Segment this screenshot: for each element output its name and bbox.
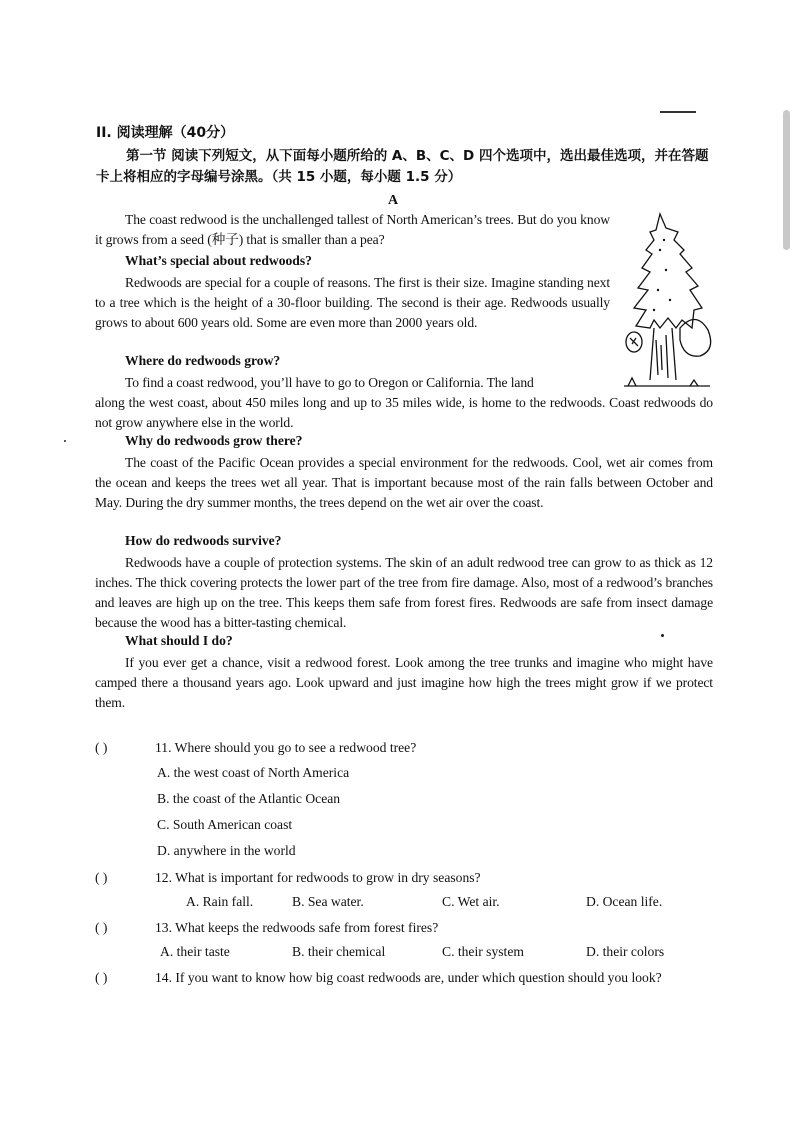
heading-survive: How do redwoods survive? — [125, 533, 282, 548]
intro-paragraph: The coast redwood is the unchallenged tallest of North American’s trees. But do you know it grows from a seed (种子) that is smaller than a pea? — [95, 212, 610, 247]
question-text: 11. Where should you go to see a redwood tree? — [155, 740, 417, 755]
paragraph-why — [95, 453, 713, 513]
answer-blank[interactable]: ( ) — [95, 870, 108, 885]
heading-why: Why do redwoods grow there? — [125, 433, 303, 448]
question-text: 13. What keeps the redwoods safe from forest fires? — [155, 920, 439, 935]
paragraph-where-a — [95, 373, 610, 393]
question-12 — [95, 868, 715, 888]
paragraph-special-text: Redwoods are special for a couple of reasons. The first is their size. Imagine standing next to a tree which is the height of a 30-floor building. The second is their age. Redwoods usually grows to about 600 years old. Some are even more than 2000 years old. — [95, 275, 610, 330]
heading-do: What should I do? — [125, 633, 233, 648]
option-b: B. the coast of the Atlantic Ocean — [157, 791, 341, 806]
instructions: 第一节 阅读下列短文，从下面每小题所给的 A、B、C、D 四个选项中，选出最佳选项，并在答题卡上将相应的字母编号涂黑。（共 15 小题，每小题 1.5 分） — [96, 148, 709, 185]
paragraph-do — [95, 653, 713, 713]
paragraph-where-b — [95, 393, 713, 433]
question-13 — [95, 918, 715, 938]
option-a: A. Rain fall. — [186, 894, 254, 909]
option-b: B. their chemical — [292, 944, 386, 959]
option-a: A. their taste — [160, 944, 230, 959]
heading-special: What’s special about redwoods? — [125, 253, 312, 268]
answer-blank[interactable]: ( ) — [95, 740, 108, 755]
option-c: C. South American coast — [157, 817, 293, 832]
paragraph-survive-text: Redwoods have a couple of protection systems. The skin of an adult redwood tree can grow to as thick as 12 inches. The thick covering protects the lower part of the tree from fire damage. Also, most of a redwood’s branches and leaves are high up on the tree. This keeps them safe from forest fires. Redwoods are safe from insect damage because the wood has a bitter-tasting chemical. — [95, 555, 713, 630]
passage-intro — [95, 210, 610, 250]
paragraph-special — [95, 273, 610, 333]
question-text: 12. What is important for redwoods to grow in dry seasons? — [155, 870, 481, 885]
answer-blank[interactable]: ( ) — [95, 970, 108, 985]
scan-mark — [660, 111, 696, 113]
option-d: D. their colors — [586, 944, 665, 959]
redwood-tree-cartoon-icon — [620, 210, 716, 390]
scrollbar[interactable] — [783, 110, 790, 250]
question-text: 14. If you want to know how big coast redwoods are, under which question should you look? — [155, 970, 662, 985]
answer-blank[interactable]: ( ) — [95, 920, 108, 935]
question-14 — [95, 968, 715, 988]
heading-where: Where do redwoods grow? — [125, 353, 281, 368]
paragraph-where-b-text: along the west coast, about 450 miles long and up to 35 miles wide, is home to the redwoods. Coast redwoods do not grow anywhere else in the world. — [95, 395, 713, 430]
scan-speck — [64, 440, 66, 442]
option-d: D. anywhere in the world — [157, 843, 296, 858]
option-a: A. the west coast of North America — [157, 765, 350, 780]
option-b: B. Sea water. — [292, 894, 364, 909]
question-11 — [95, 738, 715, 758]
paragraph-where-a-text: To find a coast redwood, you’ll have to go to Oregon or California. The land — [125, 375, 534, 390]
paragraph-survive — [95, 553, 713, 633]
option-d: D. Ocean life. — [586, 894, 663, 909]
option-c: C. Wet air. — [442, 894, 500, 909]
section-title: II. 阅读理解（40分） — [96, 125, 235, 141]
passage-label: A — [388, 193, 399, 208]
paragraph-do-text: If you ever get a chance, visit a redwood forest. Look among the tree trunks and imagine who might have camped there a thousand years ago. Look upward and just imagine how high the trees might grow if we protect them. — [95, 655, 713, 710]
option-c: C. their system — [442, 944, 524, 959]
scan-speck — [661, 634, 664, 637]
paragraph-why-text: The coast of the Pacific Ocean provides a special environment for the redwoods. Cool, wet air comes from the ocean and keeps the trees wet all year. That is important because most of the rain falls between October and May. During the dry summer months, the trees depend on the wet air over the coast. — [95, 455, 713, 510]
